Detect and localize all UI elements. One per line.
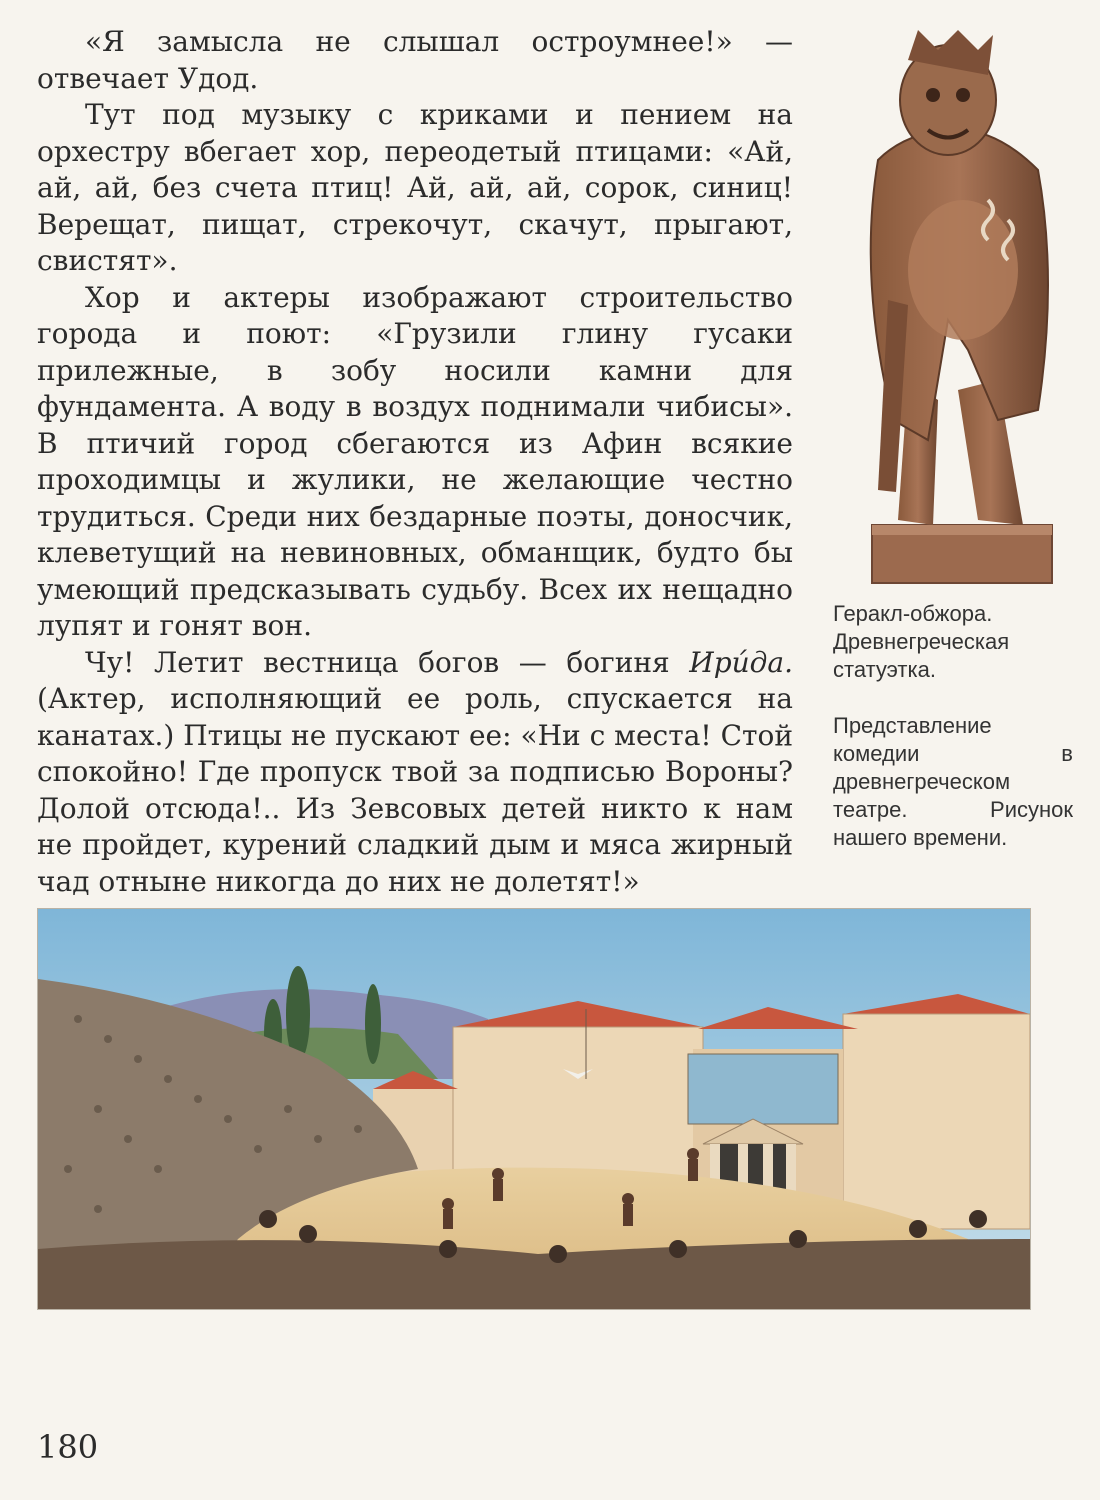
greek-theater-illustration (37, 908, 1031, 1310)
irida-name: Ирúда. (689, 645, 793, 679)
theater-caption: Представление комедии в древнегреческом театре. Рисунок нашего времени. (833, 713, 1073, 850)
paragraph-2: Тут под музыку с криками и пением на орхестру вбегает хор, переодетый птицами: «Ай, ай, ай, без счета птиц! Ай, ай, ай, сорок, синиц! Верещат, пищат, стрекочут, скачут, прыгают, свистят». (37, 98, 793, 277)
main-text (37, 24, 793, 900)
paragraph-4-start: Чу! Летит вестница богов — богиня (85, 645, 690, 679)
paragraph-1: «Я замысла не слышал остроумнее!» — отвечает Удод. (37, 25, 793, 95)
heracles-statuette-image (838, 20, 1070, 588)
statuette-caption: Геракл-обжора. Древнегреческая статуэтка. (833, 601, 1010, 682)
paragraph-3: Хор и актеры изображают строительство города и поют: «Грузили глину гусаки прилежные, в зобу носили камни для фундамента. А воду в воздух поднимали чибисы». В птичий город сбегаются из Афин всякие проходимцы и жулики, не желающие честно трудиться. Среди них бездарные поэты, доносчик, клеветущий на невиновных, обманщик, будто бы умеющий предсказывать судьбу. Всех их нещадно лупят и гонят вон. (37, 280, 793, 642)
paragraph-4 (37, 645, 793, 901)
page-number: 180 (37, 1428, 99, 1466)
paragraph-4-end: (Актер, исполняющий ее роль, спускается на канатах.) Птицы не пускают ее: «Ни с места! Стой спокойно! Где пропуск твой за подписью Вороны? Долой отсюда!.. Из Зевсовых детей никто к нам не пройдет, курений сладкий дым и мяса жирный чад отныне никогда до них не долетят!» (37, 682, 793, 898)
